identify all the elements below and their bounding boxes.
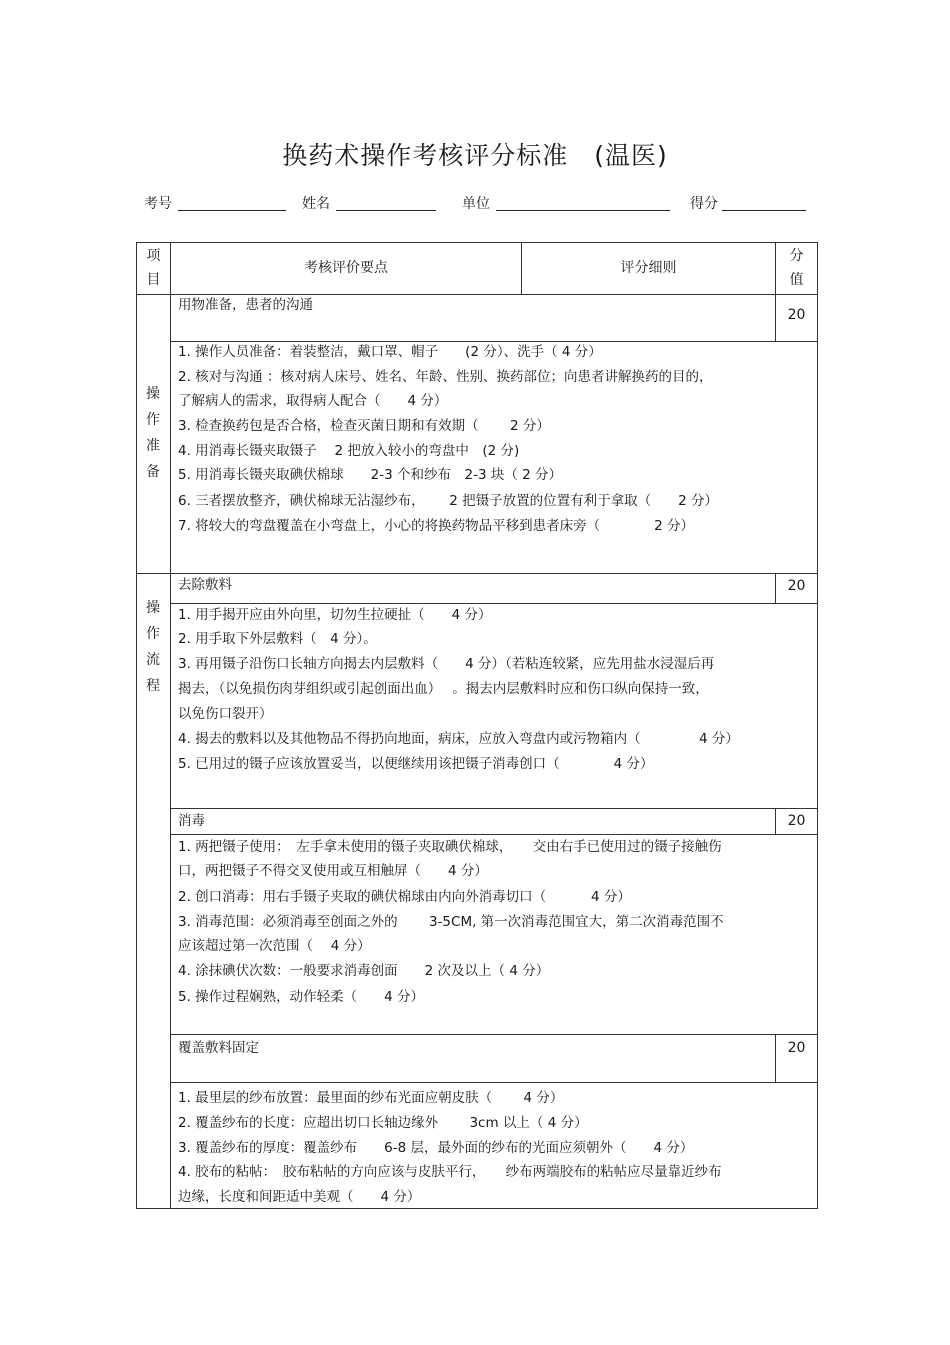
prep-line: 1. 操作人员准备：着装整洁，戴口罩、帽子 (2 分）、洗手（ 4 分） xyxy=(178,344,602,360)
disinfect-line: 3. 消毒范围：必须消毒至创面之外的 3-5CM, 第一次消毒范围宜大，第二次消毒范围不 xyxy=(178,914,724,930)
flow-label-char: 操 xyxy=(146,600,160,616)
header-item-line2: 目 xyxy=(146,272,161,288)
cover-line: 3. 覆盖纱布的厚度：覆盖纱布 6-8 层，最外面的纱布的光面应须朝外（ 4 分） xyxy=(178,1140,694,1156)
cover-line: 2. 覆盖纱布的长度：应超出切口长轴边缘外 3cm 以上（ 4 分） xyxy=(178,1115,588,1131)
remove-line: 揭去，（以免损伤肉芽组织或引起创面出血） 。揭去内层敷料时应和伤口纵向保持一致， xyxy=(178,681,709,697)
score-label: 得分 xyxy=(690,196,718,212)
disinfect-line: 5. 操作过程娴熟，动作轻柔（ 4 分） xyxy=(178,989,425,1005)
prep-heading: 用物准备，患者的沟通 xyxy=(178,297,313,313)
header-item xyxy=(137,244,170,292)
disinfect-score: 20 xyxy=(787,813,806,829)
flow-label-char: 流 xyxy=(146,652,160,668)
cover-line: 1. 最里层的纱布放置：最里面的纱布光面应朝皮肤（ 4 分） xyxy=(178,1090,564,1106)
prep-line: 5. 用消毒长镊夹取碘伏棉球 2-3 个和纱布 2-3 块（ 2 分） xyxy=(178,467,563,483)
remove-line: 以免伤口裂开） xyxy=(178,706,273,722)
flow-label-char: 作 xyxy=(146,626,160,642)
name-label: 姓名 xyxy=(302,196,330,212)
header-item-line1: 项 xyxy=(146,248,161,264)
remove-heading-divider xyxy=(170,603,818,604)
header-points: 考核评价要点 xyxy=(304,260,388,276)
header-value xyxy=(776,244,817,292)
disinfect-line: 1. 两把镊子使用： 左手拿未使用的镊子夹取碘伏棉球， 交由右手已使用过的镊子接触伤 xyxy=(178,839,722,855)
flow-label-char: 程 xyxy=(146,678,160,694)
header-value-line1: 分 xyxy=(789,248,804,264)
remove-line: 1. 用手揭开应由外向里，切勿生拉硬扯（ 4 分） xyxy=(178,607,492,623)
cover-heading-divider xyxy=(170,1082,818,1083)
prep-line: 2. 核对与沟通 ：核对病人床号、姓名、年龄、性别、换药部位；向患者讲解换药的目的， xyxy=(178,369,713,385)
prep-heading-divider xyxy=(170,341,818,342)
remove-score: 20 xyxy=(787,578,806,594)
prep-line: 6. 三者摆放整齐，碘伏棉球无沾湿纱布， 2 把镊子放置的位置有利于拿取（ 2 分） xyxy=(178,493,718,509)
header-rules: 评分细则 xyxy=(620,260,677,276)
remove-line: 4. 揭去的敷料以及其他物品不得扔向地面，病床，应放入弯盘内或污物箱内（ 4 分） xyxy=(178,731,739,747)
prep-line: 7. 将较大的弯盘覆盖在小弯盘上，小心的将换药物品平移到患者床旁（ 2 分） xyxy=(178,518,695,534)
page-title: 换药术操作考核评分标准 (温医) xyxy=(282,141,668,170)
prep-label-char: 准 xyxy=(146,438,160,454)
cover-line: 4. 胶布的粘帖： 胶布粘帖的方向应该与皮肤平行， 纱布两端胶布的粘帖应尽量靠近纱布 xyxy=(178,1164,722,1180)
prep-line: 4. 用消毒长镊夹取镊子 2 把放入较小的弯盘中 (2 分) xyxy=(178,443,520,459)
header-row-divider xyxy=(136,294,818,295)
table-border-top xyxy=(136,242,818,243)
disinfect-line: 4. 涂抹碘伏次数：一般要求消毒创面 2 次及以上（ 4 分） xyxy=(178,963,550,979)
table-border-right xyxy=(817,242,818,1209)
cover-score: 20 xyxy=(787,1040,806,1056)
prep-section-label xyxy=(140,381,166,485)
prep-label-char: 作 xyxy=(146,412,160,428)
remove-line: 2. 用手取下外层敷料（ 4 分）。 xyxy=(178,631,377,647)
unit-label: 单位 xyxy=(462,196,490,212)
flow-section-label xyxy=(140,595,166,699)
prep-score: 20 xyxy=(787,307,806,323)
exam-no-label: 考号 xyxy=(144,196,172,212)
remove-heading: 去除敷料 xyxy=(178,577,232,593)
prep-line: 3. 检查换药包是否合格，检查灭菌日期和有效期（ 2 分） xyxy=(178,418,550,434)
disinfect-line: 2. 创口消毒：用右手镊子夹取的碘伏棉球由内向外消毒切口（ 4 分） xyxy=(178,889,631,905)
disinfect-heading-divider xyxy=(170,834,818,835)
remove-line: 5. 已用过的镊子应该放置妥当，以便继续用该把镊子消毒创口（ 4 分） xyxy=(178,756,654,772)
prep-line: 了解病人的需求，取得病人配合（ 4 分） xyxy=(178,393,448,409)
remove-section-divider xyxy=(170,808,818,809)
cover-line: 边缘，长度和间距适中美观（ 4 分） xyxy=(178,1189,421,1205)
remove-line: 3. 再用镊子沿伤口长轴方向揭去内层敷料（ 4 分）（若粘连较紧，应先用盐水浸湿后再 xyxy=(178,656,715,672)
disinfect-line: 应该超过第一次范围（ 4 分） xyxy=(178,938,371,954)
table-border-left xyxy=(136,242,137,1209)
prep-label-char: 备 xyxy=(146,464,160,480)
cover-heading: 覆盖敷料固定 xyxy=(178,1040,259,1056)
disinfect-section-divider xyxy=(170,1034,818,1035)
disinfect-heading: 消毒 xyxy=(178,813,205,829)
prep-label-char: 操 xyxy=(146,386,160,402)
item-column-divider xyxy=(170,242,171,1209)
prep-section-divider xyxy=(136,573,818,574)
table-border-bottom xyxy=(136,1208,818,1209)
header-value-line2: 值 xyxy=(789,272,804,288)
disinfect-line: 口，两把镊子不得交叉使用或互相触屏（ 4 分） xyxy=(178,863,488,879)
